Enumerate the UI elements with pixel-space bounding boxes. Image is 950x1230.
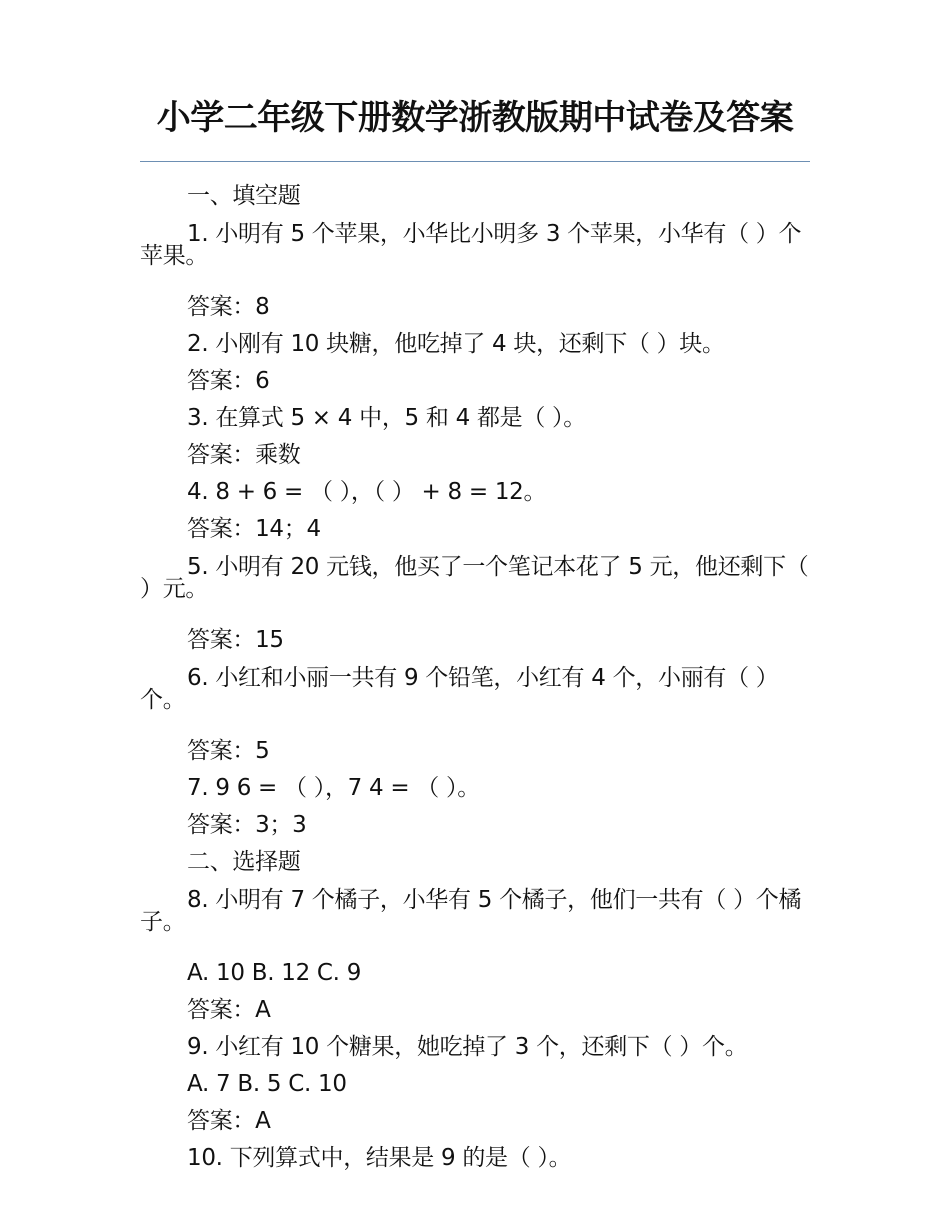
question-text: 7. 9 6 = （ ），7 4 = （ ）。 [187, 775, 480, 801]
question-text: 2. 小刚有 10 块糖，他吃掉了 4 块，还剩下（ ）块。 [187, 331, 725, 357]
answer-text: 答案：5 [187, 738, 270, 764]
answer-text: 答案：14；4 [187, 516, 321, 542]
title-underline [140, 161, 810, 162]
answer-text: 答案：A [187, 997, 271, 1023]
section-heading: 二、选择题 [187, 849, 301, 875]
document-body [140, 178, 810, 1177]
answer-text: 答案：3；3 [187, 812, 307, 838]
page-title: 小学二年级下册数学浙教版期中试卷及答案 [156, 98, 794, 138]
answer-text: 答案：乘数 [187, 442, 301, 468]
question-text: 10. 下列算式中，结果是 9 的是（ ）。 [187, 1145, 572, 1171]
choice-options: A. 7 B. 5 C. 10 [187, 1071, 347, 1097]
question-text: 6. 小红和小丽一共有 9 个铅笔，小红有 4 个，小丽有（ ）个。 [140, 665, 779, 713]
answer-text: 答案：6 [187, 368, 270, 394]
question-text: 1. 小明有 5 个苹果，小华比小明多 3 个苹果，小华有（ ）个苹果。 [140, 221, 802, 269]
section-heading: 一、填空题 [187, 183, 301, 209]
question-text: 4. 8 + 6 = （ ），（ ） + 8 = 12。 [187, 479, 547, 505]
question-text: 5. 小明有 20 元钱，他买了一个笔记本花了 5 元，他还剩下（ ）元。 [140, 554, 809, 602]
question-text: 9. 小红有 10 个糖果，她吃掉了 3 个，还剩下（ ）个。 [187, 1034, 748, 1060]
question-text: 8. 小明有 7 个橘子，小华有 5 个橘子，他们一共有（ ）个橘子。 [140, 887, 802, 935]
answer-text: 答案：A [187, 1108, 271, 1134]
answer-text: 答案：15 [187, 627, 284, 653]
answer-text: 答案：8 [187, 294, 270, 320]
choice-options: A. 10 B. 12 C. 9 [187, 960, 362, 986]
question-text: 3. 在算式 5 × 4 中，5 和 4 都是（ ）。 [187, 405, 586, 431]
